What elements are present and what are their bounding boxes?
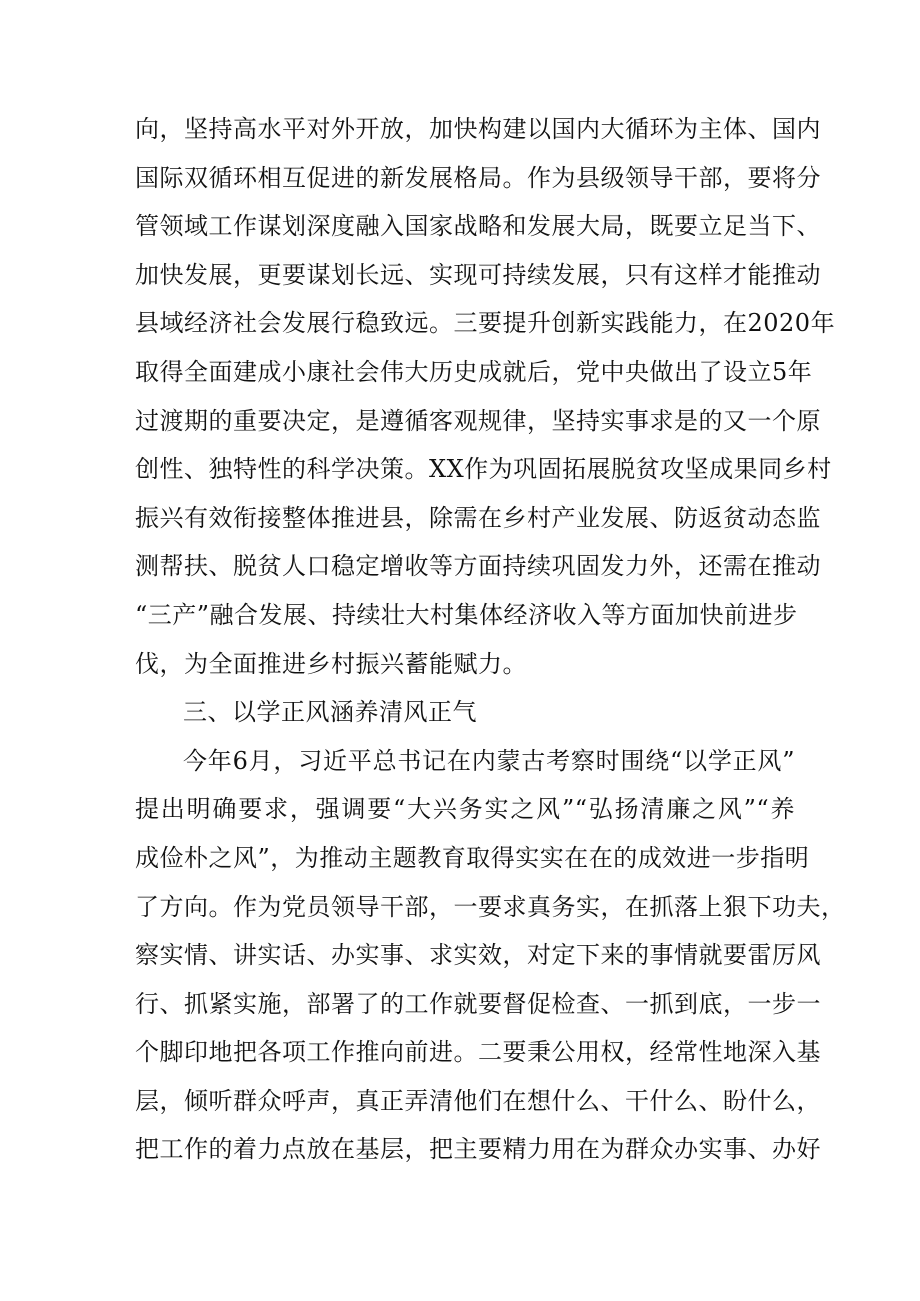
- paragraph-line: 县域经济社会发展行稳致远。三要提升创新实践能力，在2020年: [135, 309, 836, 338]
- section-heading: 三、以学正风涵养清风正气: [183, 698, 477, 727]
- paragraph-line: 把工作的着力点放在基层，把主要精力用在为群众办实事、办好: [135, 1135, 821, 1164]
- document-body: [135, 105, 846, 1174]
- paragraph-line: 行、抓紧实施，部署了的工作就要督促检查、一抓到底，一步一: [135, 989, 821, 1018]
- paragraph-line: 提出明确要求，强调要“大兴务实之风”“弘扬清廉之风”“养: [135, 795, 795, 824]
- paragraph-line: 加快发展，更要谋划长远、实现可持续发展，只有这样才能推动: [135, 260, 821, 289]
- paragraph-line: 测帮扶、脱贫人口稳定增收等方面持续巩固发力外，还需在推动: [135, 552, 821, 581]
- paragraph-line: 创性、独特性的科学决策。XX作为巩固拓展脱贫攻坚成果同乡村: [135, 455, 832, 484]
- paragraph-line: 过渡期的重要决定，是遵循客观规律，坚持实事求是的又一个原: [135, 406, 821, 435]
- paragraph-line: 管领域工作谋划深度融入国家战略和发展大局，既要立足当下、: [135, 212, 821, 241]
- paragraph-line: 国际双循环相互促进的新发展格局。作为县级领导干部，要将分: [135, 163, 821, 192]
- paragraph-line: 今年6月，习近平总书记在内蒙古考察时围绕“以学正风”: [183, 746, 795, 775]
- paragraph-line: 个脚印地把各项工作推向前进。二要秉公用权，经常性地深入基: [135, 1038, 821, 1067]
- paragraph-line: 层，倾听群众呼声，真正弄清他们在想什么、干什么、盼什么，: [135, 1086, 821, 1115]
- paragraph-line: 振兴有效衔接整体推进县，除需在乡村产业发展、防返贫动态监: [135, 503, 821, 532]
- paragraph-line: “三产”融合发展、持续壮大村集体经济收入等方面加快前进步: [135, 600, 798, 629]
- paragraph-line: 伐，为全面推进乡村振兴蓄能赋力。: [135, 649, 527, 678]
- paragraph-line: 了方向。作为党员领导干部，一要求真务实，在抓落上狠下功夫，: [135, 892, 846, 921]
- paragraph-line: 成俭朴之风”，为推动主题教育取得实实在在的成效进一步指明: [135, 843, 810, 872]
- paragraph-line: 向，坚持高水平对外开放，加快构建以国内大循环为主体、国内: [135, 115, 821, 143]
- paragraph-line: 察实情、讲实话、办实事、求实效，对定下来的事情就要雷厉风: [135, 941, 821, 970]
- paragraph-line: 取得全面建成小康社会伟大历史成就后，党中央做出了设立5年: [135, 357, 813, 386]
